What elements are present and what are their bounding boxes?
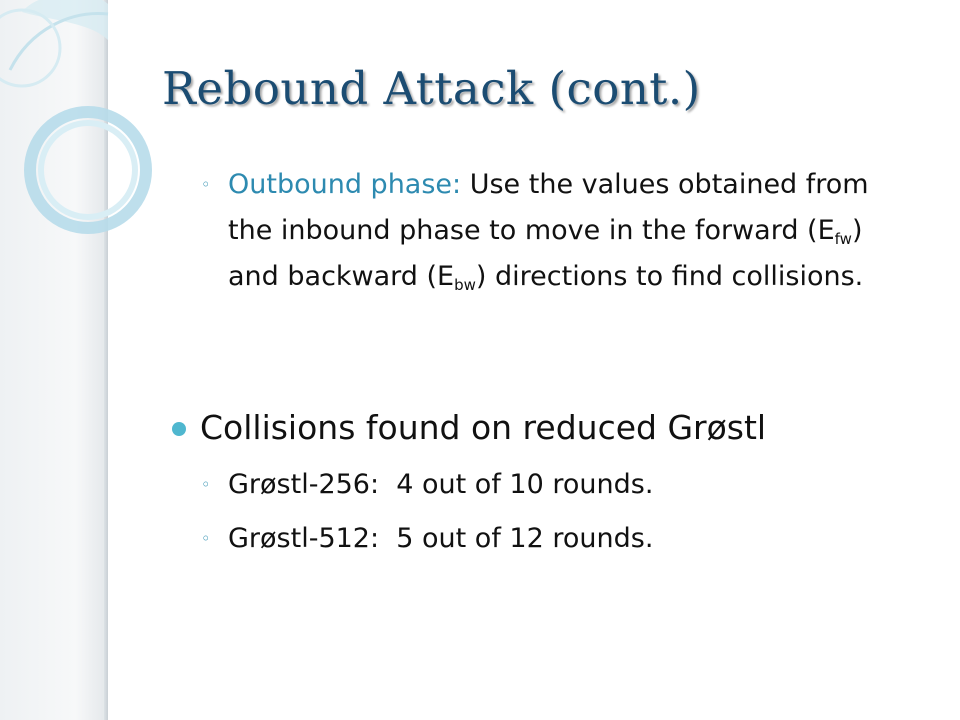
result-name: Grøstl-256: bbox=[228, 469, 380, 500]
outbound-phase-label: Outbound phase: bbox=[228, 169, 462, 200]
collisions-heading: Collisions found on reduced Grøstl bbox=[200, 408, 767, 447]
subscript-bw: bw bbox=[454, 276, 476, 294]
small-ring bbox=[0, 10, 60, 86]
outbound-text-1: Use the values obtained from the inbound phase to move in the forward (E bbox=[228, 169, 869, 246]
result-item-256 bbox=[201, 462, 654, 508]
outbound-text-3: ) directions to find collisions. bbox=[475, 261, 864, 292]
large-ring bbox=[30, 112, 146, 228]
large-ring-inner bbox=[41, 123, 135, 217]
subscript-fw: fw bbox=[834, 230, 852, 248]
sub-bullet-marker: ◦ bbox=[201, 475, 211, 494]
sub-bullet-marker: ◦ bbox=[201, 529, 211, 548]
result-value: 4 out of 10 rounds. bbox=[396, 469, 654, 500]
outbound-phase-item bbox=[201, 162, 908, 300]
decorative-circles-graphic bbox=[0, 0, 200, 260]
collisions-bullet bbox=[200, 405, 766, 451]
result-name: Grøstl-512: bbox=[228, 523, 380, 554]
result-value: 5 out of 12 rounds. bbox=[396, 523, 654, 554]
outbound-text-2: ) and backward (E bbox=[228, 215, 863, 292]
result-item-512 bbox=[201, 516, 654, 562]
bullet-dot bbox=[172, 422, 186, 436]
slide-title: Rebound Attack (cont.) bbox=[162, 62, 701, 115]
sub-bullet-marker: ◦ bbox=[201, 175, 211, 194]
